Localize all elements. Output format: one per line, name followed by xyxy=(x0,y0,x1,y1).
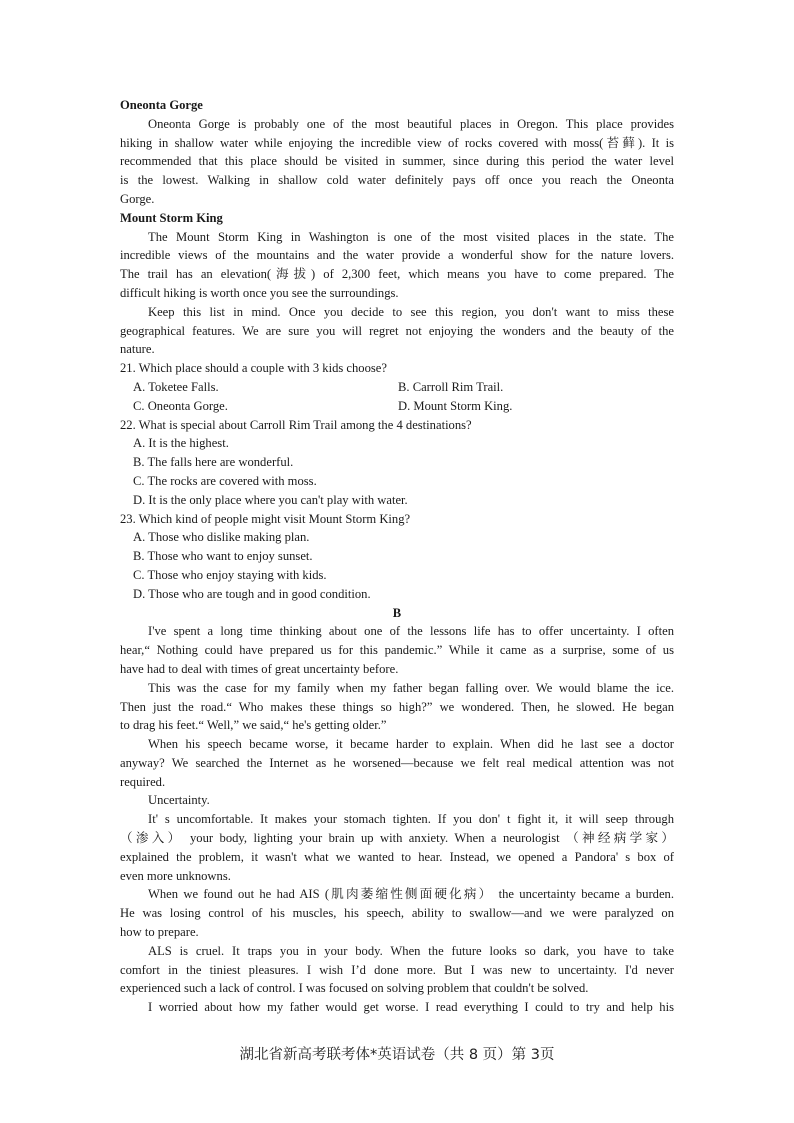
option-a[interactable]: A. Toketee Falls. xyxy=(133,379,219,394)
text-line: how to prepare. xyxy=(120,925,199,940)
text-line: ALS is cruel. It traps you in your body. When the future looks so dark, you have to take xyxy=(148,943,674,958)
passage-b-paragraph-2 xyxy=(120,679,674,735)
question-22 xyxy=(120,416,674,510)
text-line: anyway? We searched the Internet as he worsened—because we felt real medical attention was not xyxy=(120,755,674,770)
text-line: geographical features. We are sure you will regret not enjoying the wonders and the beauty of the xyxy=(120,323,674,338)
text-line: experienced such a lack of control. I was focused on solving problem that couldn't be solved. xyxy=(120,981,589,996)
text-line: Oneonta Gorge is probably one of the most beautiful places in Oregon. This place provides xyxy=(148,116,674,131)
text-line: I worried about how my father would get worse. I read everything I could to try and help his xyxy=(148,1000,674,1015)
text-line: hear,“ Nothing could have prepared us for this pandemic.” While it came as a surprise, some of us xyxy=(120,643,674,658)
question-23 xyxy=(120,510,674,604)
question-21 xyxy=(120,359,674,415)
text-line: Then just the road.“ Who makes these things so high?” we wondered. Then, he slowed. He began xyxy=(120,699,674,714)
passage-b-paragraph-3 xyxy=(120,735,674,791)
passage-b-paragraph-5 xyxy=(120,810,674,885)
option-a[interactable]: A. Those who dislike making plan. xyxy=(133,530,310,545)
text-line: recommended that this place should be visited in summer, since during this period the water level xyxy=(120,154,674,169)
passage-b-paragraph-1 xyxy=(120,622,674,678)
option-c[interactable]: C. Oneonta Gorge. xyxy=(133,398,228,413)
option-d[interactable]: D. It is the only place where you can't play with water. xyxy=(133,492,408,507)
paragraph-mount-storm-king xyxy=(120,228,674,303)
paragraph-closing xyxy=(120,303,674,359)
question-stem: 21. Which place should a couple with 3 kids choose? xyxy=(120,361,387,376)
passage-b-paragraph-8 xyxy=(120,998,674,1017)
text-line: When we found out he had AIS (肌肉萎缩性侧面硬化病） the uncertainty became a burden. xyxy=(148,887,674,902)
heading-mount-storm-king: Mount Storm King xyxy=(120,210,223,225)
passage-b-paragraph-7 xyxy=(120,942,674,998)
heading-oneonta-gorge: Oneonta Gorge xyxy=(120,98,203,112)
question-stem: 23. Which kind of people might visit Mount Storm King? xyxy=(120,511,411,526)
text-line: difficult hiking is worth once you see the surroundings. xyxy=(120,285,399,300)
text-line: incredible views of the mountains and the water provide a wonderful show for the nature lovers. xyxy=(120,248,674,263)
option-c[interactable]: C. The rocks are covered with moss. xyxy=(133,473,317,488)
text-line: Gorge. xyxy=(120,191,155,206)
text-line: have had to deal with times of great uncertainty before. xyxy=(120,661,399,676)
option-c[interactable]: C. Those who enjoy staying with kids. xyxy=(133,567,327,582)
text-line: explained the problem, it wasn't what we wanted to hear. Instead, we opened a Pandora' s box of xyxy=(120,849,674,864)
option-d[interactable]: D. Those who are tough and in good condition. xyxy=(133,586,371,601)
option-row xyxy=(120,378,674,397)
section-label-b: B xyxy=(392,605,402,620)
option-row xyxy=(120,397,674,416)
text-line: I've spent a long time thinking about one of the lessons life has to offer uncertainty. I often xyxy=(148,624,674,639)
text-line: is the lowest. Walking in shallow cold water definitely pays off once you reach the Oneonta xyxy=(120,173,674,188)
passage-b-paragraph-4 xyxy=(120,791,674,810)
text-line: He was losing control of his muscles, his speech, ability to swallow—and we were paralyzed on xyxy=(120,906,674,921)
text-line: nature. xyxy=(120,342,155,357)
text-line: The trail has an elevation(海拔) of 2,300 feet, which means you have to come prepared. The xyxy=(120,267,674,282)
text-line: hiking in shallow water while enjoying the incredible view of rocks covered with moss(苔藓). It is xyxy=(120,135,674,150)
page-footer: 湖北省新高考联考体*英语试卷（共 8 页）第 3页 xyxy=(239,1047,555,1063)
option-d[interactable]: D. Mount Storm King. xyxy=(398,398,513,413)
passage-b-paragraph-6 xyxy=(120,885,674,941)
text-line: When his speech became worse, it became harder to explain. When did he last see a doctor xyxy=(148,737,674,752)
exam-page xyxy=(120,96,674,1017)
text-line: （渗入） your body, lighting your brain up with anxiety. When a neurologist （神经病学家） xyxy=(120,831,674,846)
text-line: It' s uncomfortable. It makes your stomach tighten. If you don' t fight it, it will seep through xyxy=(148,812,674,827)
option-b[interactable]: B. The falls here are wonderful. xyxy=(133,455,294,470)
option-a[interactable]: A. It is the highest. xyxy=(133,436,229,451)
text-line: even more unknowns. xyxy=(120,868,231,883)
text-line: to drag his feet.“ Well,” we said,“ he's getting older.” xyxy=(120,718,387,733)
option-b[interactable]: B. Those who want to enjoy sunset. xyxy=(133,549,313,564)
paragraph-oneonta xyxy=(120,115,674,209)
text-line: Keep this list in mind. Once you decide to see this region, you don't want to miss these xyxy=(148,304,674,319)
text-line: The Mount Storm King in Washington is one of the most visited places in the state. The xyxy=(148,229,674,244)
text-line: required. xyxy=(120,774,166,789)
question-stem: 22. What is special about Carroll Rim Trail among the 4 destinations? xyxy=(120,417,472,432)
text-line: Uncertainty. xyxy=(148,793,210,808)
option-b[interactable]: B. Carroll Rim Trail. xyxy=(398,379,504,394)
text-line: comfort in the tiniest pleasures. I wish I’d done more. But I was new to uncertainty. I'd never xyxy=(120,962,674,977)
text-line: This was the case for my family when my father began falling over. We would blame the ice. xyxy=(148,680,674,695)
